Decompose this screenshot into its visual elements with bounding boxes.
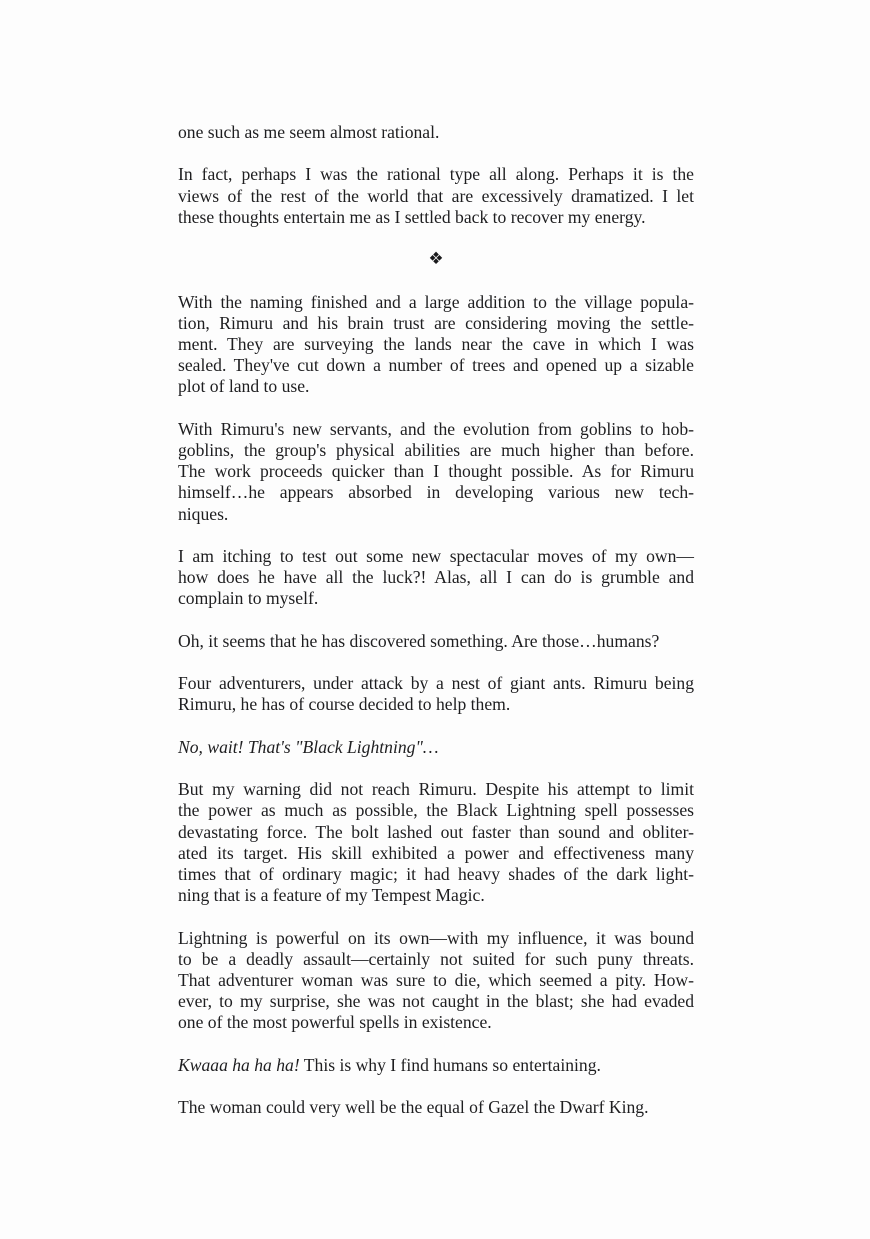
text-line [178, 440, 694, 461]
text-line [178, 885, 694, 906]
text-line [178, 504, 694, 525]
body-text: himself…he appears absorbed in developing various new tech- [178, 482, 694, 503]
text-line [178, 207, 694, 228]
text-line [178, 355, 694, 376]
text-line [178, 292, 694, 313]
text-line [178, 779, 694, 800]
text-line [178, 313, 694, 334]
text-line [178, 164, 694, 185]
text-line [178, 928, 694, 949]
body-text: goblins, the group's physical abilities are much higher than before. [178, 439, 694, 460]
body-text: how does he have all the luck?! Alas, all I can do is grumble and [178, 567, 694, 588]
text-line [178, 800, 694, 821]
text-line [178, 991, 694, 1012]
body-text: to be a deadly assault—certainly not suited for such puny threats. [178, 948, 694, 969]
text-line [178, 482, 694, 503]
body-text: ated its target. His skill exhibited a power and effectiveness many [178, 842, 694, 863]
paragraph [178, 1097, 694, 1118]
body-text: That adventurer woman was sure to die, which seemed a pity. How- [178, 969, 694, 990]
body-text: one of the most powerful spells in existence. [178, 1012, 492, 1033]
body-text: The woman could very well be the equal of Gazel the Dwarf King. [178, 1097, 649, 1118]
paragraph [178, 1055, 694, 1076]
paragraph [178, 419, 694, 525]
body-text: niques. [178, 503, 229, 524]
text-line [178, 546, 694, 567]
body-text: views of the rest of the world that are excessively dramatized. I let [178, 185, 694, 206]
body-text: plot of land to use. [178, 376, 310, 397]
body-text: times that of ordinary magic; it had heavy shades of the dark light- [178, 863, 694, 884]
body-text: Oh, it seems that he has discovered something. Are those…humans? [178, 630, 660, 651]
text-line [178, 843, 694, 864]
text-line [178, 122, 694, 143]
text-line [178, 737, 694, 758]
body-text: ever, to my surprise, she was not caught in the blast; she had evaded [178, 991, 694, 1012]
paragraph [178, 122, 694, 143]
paragraph [178, 546, 694, 610]
text-line [178, 822, 694, 843]
text-line [178, 334, 694, 355]
body-text: the power as much as possible, the Black Lightning spell possesses [178, 800, 694, 821]
body-text: Rimuru, he has of course decided to help them. [178, 694, 511, 715]
paragraph [178, 737, 694, 758]
body-text: sealed. They've cut down a number of trees and opened up a sizable [178, 355, 694, 376]
text-line [178, 1097, 694, 1118]
body-text: Lightning is powerful on its own—with my influence, it was bound [178, 927, 694, 948]
body-text: ment. They are surveying the lands near the cave in which I was [178, 333, 694, 354]
text-line [178, 864, 694, 885]
body-text: But my warning did not reach Rimuru. Despite his attempt to limit [178, 779, 694, 800]
body-text: This is why I find humans so entertaining. [299, 1054, 601, 1075]
text-line [178, 1055, 694, 1076]
section-break-ornament: ❖ [428, 249, 444, 270]
body-text: With Rimuru's new servants, and the evolution from goblins to hob- [178, 418, 694, 439]
italic-text: Kwaaa ha ha ha! [178, 1054, 300, 1075]
paragraph [178, 928, 694, 1034]
text-line [178, 186, 694, 207]
text-line [178, 673, 694, 694]
text-line [178, 588, 694, 609]
text-line [178, 694, 694, 715]
text-line [178, 376, 694, 397]
text-line [178, 1012, 694, 1033]
text-line [178, 631, 694, 652]
body-text: Four adventurers, under attack by a nest of giant ants. Rimuru being [178, 673, 694, 694]
body-text: I am itching to test out some new spectacular moves of my own— [178, 545, 694, 566]
page-text [178, 122, 694, 1140]
body-text: The work proceeds quicker than I thought possible. As for Rimuru [178, 461, 694, 482]
body-text: ning that is a feature of my Tempest Magic. [178, 885, 485, 906]
body-text: tion, Rimuru and his brain trust are considering moving the settle- [178, 312, 694, 333]
paragraph [178, 292, 694, 398]
body-text: one such as me seem almost rational. [178, 122, 440, 142]
text-line [178, 567, 694, 588]
paragraph [178, 164, 694, 228]
text-line [178, 461, 694, 482]
body-text: With the naming finished and a large addition to the village popula- [178, 291, 694, 312]
text-line [178, 970, 694, 991]
paragraph [178, 673, 694, 715]
paragraph [178, 779, 694, 906]
body-text: complain to myself. [178, 588, 319, 609]
paragraph [178, 631, 694, 652]
text-line [178, 949, 694, 970]
body-text: In fact, perhaps I was the rational type all along. Perhaps it is the [178, 164, 694, 185]
italic-text: No, wait! That's "Black Lightning"… [178, 736, 439, 757]
body-text: devastating force. The bolt lashed out faster than sound and obliter- [178, 821, 694, 842]
body-text: these thoughts entertain me as I settled back to recover my energy. [178, 206, 646, 227]
text-line [178, 419, 694, 440]
